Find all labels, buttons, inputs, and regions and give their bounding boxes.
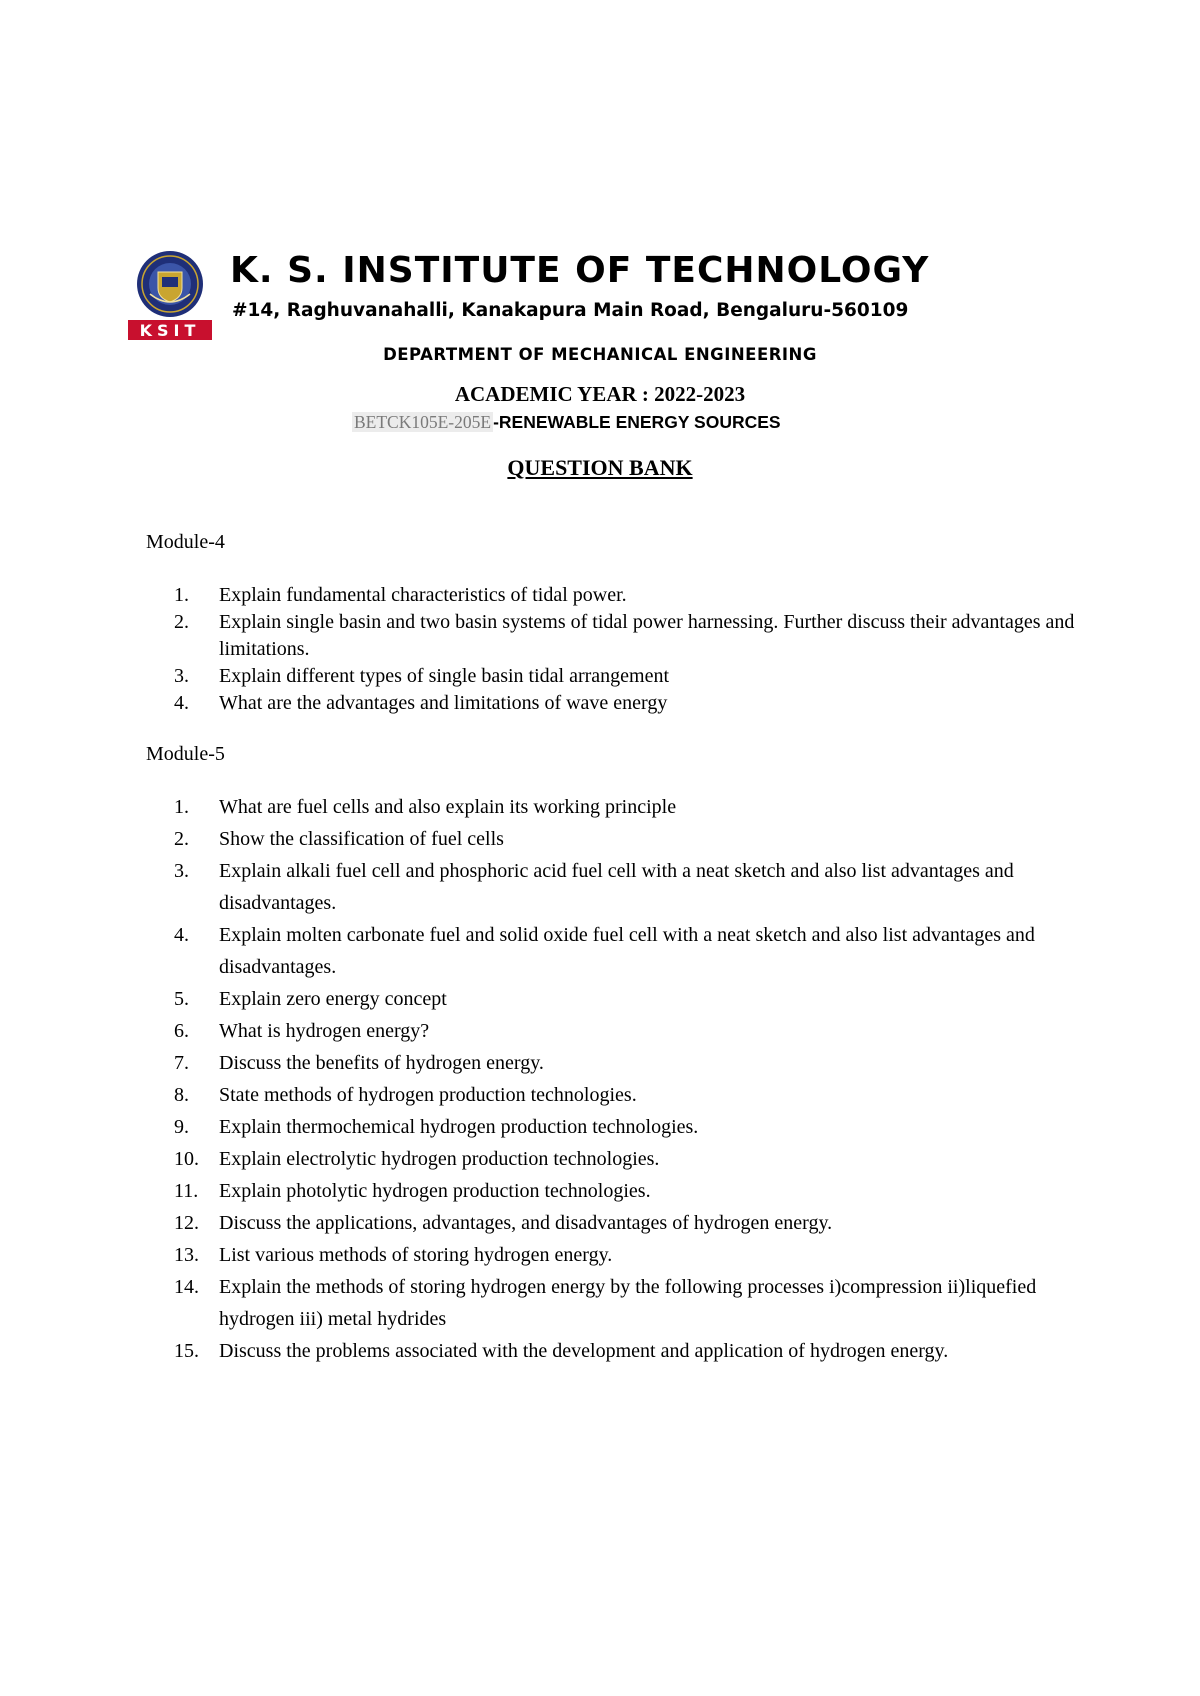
question-text: Explain fundamental characteristics of tidal power. [219, 584, 627, 606]
academic-year: ACADEMIC YEAR : 2022-2023 [454, 382, 746, 406]
question-text: What are fuel cells and also explain its working principle [219, 796, 677, 818]
module-5-question-list [146, 791, 1076, 1367]
question-number: 12. [174, 1212, 199, 1234]
question-item [146, 1207, 1076, 1239]
document-title: QUESTION BANK [507, 455, 693, 480]
question-item [146, 609, 1076, 663]
question-item [146, 855, 1076, 919]
question-number: 7. [174, 1052, 189, 1074]
question-text: Discuss the problems associated with the development and application of hydrogen energy. [219, 1340, 949, 1362]
question-text: Explain zero energy concept [219, 988, 447, 1010]
question-text: Explain the methods of storing hydrogen energy by the following processes i)compression ii)liquefied hydrogen iii) metal hydrides [219, 1276, 1037, 1330]
question-number: 13. [174, 1244, 199, 1266]
question-item [146, 690, 1076, 717]
course-name: -RENEWABLE ENERGY SOURCES [493, 412, 781, 432]
department-name: DEPARTMENT OF MECHANICAL ENGINEERING [383, 345, 817, 364]
module-5-heading: Module-5 [146, 743, 225, 765]
question-item [146, 663, 1076, 690]
question-item [146, 1239, 1076, 1271]
institute-address: #14, Raghuvanahalli, Kanakapura Main Road, Bengaluru-560109 [232, 300, 909, 321]
question-item [146, 582, 1076, 609]
question-text: Explain alkali fuel cell and phosphoric acid fuel cell with a neat sketch and also list advantages and disadvantages. [219, 860, 1014, 914]
question-text: Show the classification of fuel cells [219, 828, 504, 850]
module-4-heading: Module-4 [146, 531, 225, 553]
module-4-question-list [146, 582, 1076, 717]
question-text: Explain photolytic hydrogen production technologies. [219, 1180, 651, 1202]
question-text: Explain single basin and two basin systems of tidal power harnessing. Further discuss their advantages and limitations. [219, 611, 1075, 660]
question-text: Explain electrolytic hydrogen production technologies. [219, 1148, 660, 1170]
question-item [146, 1175, 1076, 1207]
question-number: 3. [174, 665, 189, 687]
question-text: Discuss the applications, advantages, and disadvantages of hydrogen energy. [219, 1212, 833, 1234]
question-item [146, 1079, 1076, 1111]
question-number: 9. [174, 1116, 189, 1138]
question-text: What are the advantages and limitations of wave energy [219, 692, 668, 714]
question-text: Explain different types of single basin tidal arrangement [219, 665, 670, 687]
question-number: 1. [174, 796, 189, 818]
question-number: 3. [174, 860, 189, 882]
question-number: 2. [174, 611, 189, 633]
question-number: 11. [174, 1180, 199, 1202]
institute-name: K. S. INSTITUTE OF TECHNOLOGY [230, 250, 930, 291]
question-text: Explain thermochemical hydrogen production technologies. [219, 1116, 699, 1138]
question-number: 6. [174, 1020, 189, 1042]
question-number: 8. [174, 1084, 189, 1106]
question-item [146, 1047, 1076, 1079]
question-item [146, 1111, 1076, 1143]
course-line [352, 412, 781, 433]
question-item [146, 1015, 1076, 1047]
question-item [146, 919, 1076, 983]
question-text: List various methods of storing hydrogen energy. [219, 1244, 613, 1266]
logo-text: KSIT [139, 321, 201, 340]
course-code: BETCK105E-205E [354, 412, 492, 432]
question-item [146, 1143, 1076, 1175]
question-number: 4. [174, 924, 189, 946]
question-number: 10. [174, 1148, 199, 1170]
question-text: State methods of hydrogen production technologies. [219, 1084, 637, 1106]
question-number: 1. [174, 584, 189, 606]
question-item [146, 1335, 1076, 1367]
question-number: 14. [174, 1276, 199, 1298]
question-text: Explain molten carbonate fuel and solid oxide fuel cell with a neat sketch and also list advantages and disadvantages. [219, 924, 1035, 978]
question-text: What is hydrogen energy? [219, 1020, 430, 1042]
question-item [146, 791, 1076, 823]
question-number: 15. [174, 1340, 199, 1362]
question-number: 4. [174, 692, 189, 714]
question-item [146, 983, 1076, 1015]
question-text: Discuss the benefits of hydrogen energy. [219, 1052, 544, 1074]
question-item [146, 823, 1076, 855]
question-number: 2. [174, 828, 189, 850]
question-number: 5. [174, 988, 189, 1010]
question-item [146, 1271, 1076, 1335]
ksit-logo [126, 250, 214, 342]
